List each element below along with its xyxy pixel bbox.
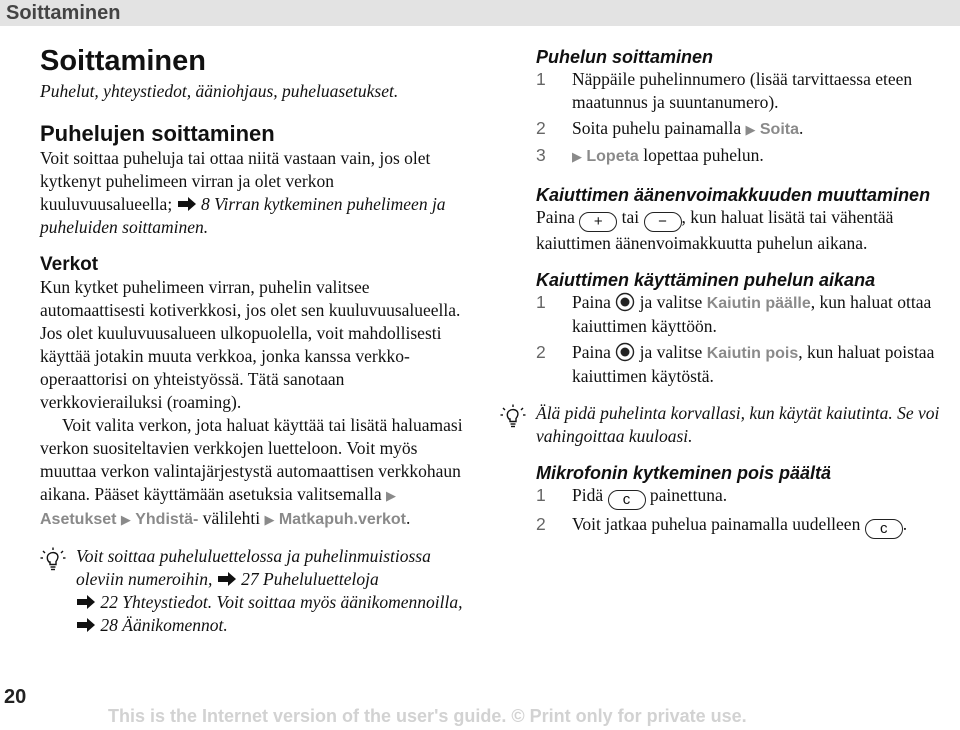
volume-text-b: tai — [621, 207, 640, 227]
speaker-step-1-c: , kun haluat ottaa kaiuttimen käyttöön. — [572, 292, 932, 336]
section-heading-mute: Mikrofonin kytkeminen pois päältä — [536, 463, 832, 483]
step-number: 2 — [536, 514, 546, 534]
tip-text — [76, 545, 470, 637]
speaker-step-2 — [536, 341, 956, 388]
tip-lightbulb-icon — [40, 547, 66, 573]
tip-lightbulb-icon — [500, 404, 526, 430]
mute-step-2 — [536, 513, 956, 539]
call-step-1-text: Näppäile puhelinnumero (lisää tarvittaessa eteen maatunnus ja suuntanumero). — [572, 69, 913, 112]
c-key-icon: c — [608, 490, 646, 510]
speaker-step-1-b: ja valitse — [639, 292, 703, 312]
networks-paragraph-1: Kun kytket puhelimeen virran, puhelin valitsee automaattisesti kotiverkkosi, jos olet sen kuuluvuusalueella. Jos olet kuuluvuusalueen ulkopuolella, voit mahdollisesti käyttää jotakin muuta verkkoa, jonka kanssa verkko-operaattorisi on yhteistyössä. Tätä sanotaan verkkovierailuksi (roaming). — [40, 277, 461, 412]
networks-end: . — [405, 508, 411, 528]
menu-call: Soita — [759, 121, 799, 138]
speaker-step-1-a: Paina — [572, 292, 611, 312]
menu-triangle-icon: ▶ — [572, 149, 582, 164]
page-header-bar — [0, 0, 960, 26]
tip-text-1: Voit soittaa puheluluettelossa ja puhelinmuistiossa oleviin numeroihin, — [76, 546, 431, 589]
tip-ref-1: 27 Puheluluetteloja — [241, 569, 379, 589]
networks-paragraph-2 — [40, 414, 470, 531]
volume-text-c: , kun haluat lisätä tai vähentää kaiuttimen äänenvoimakkuutta puhelun aikana. — [536, 207, 894, 253]
menu-triangle-icon: ▶ — [120, 512, 131, 527]
call-step-2 — [536, 117, 956, 141]
tip-text-2: Voit soittaa myös äänikomennoilla, — [216, 592, 463, 612]
step-number: 1 — [536, 485, 546, 505]
warning-block — [500, 402, 956, 448]
tip-ref-2: 22 Yhteystiedot. — [100, 592, 213, 612]
networks-tab-text: välilehti — [202, 508, 261, 528]
mute-step-1-a: Pidä — [572, 485, 604, 505]
call-step-3 — [536, 144, 956, 168]
networks-text: Voit valita verkon, jota haluat käyttää tai lisätä haluamasi verkon suositeltavien verkkojen luetteloon. Voit myös muuttaa verkon valintajärjestystä automaattisen verkkohaun aikana. Pääset käyttämään asetuksia valitsemalla — [40, 415, 463, 504]
step-number: 1 — [536, 69, 546, 89]
call-step-2-end: . — [799, 118, 804, 138]
mute-step-2-b: . — [902, 514, 908, 534]
calls-text: Voit soittaa puheluja tai ottaa niitä vastaan vain, jos olet kytkenyt puhelimeen virran ja olet verkon kuuluvuusalueella; — [40, 148, 431, 214]
volume-paragraph — [536, 206, 956, 255]
step-number: 2 — [536, 342, 546, 362]
speaker-step-1 — [536, 291, 956, 338]
nav-select-key-icon — [615, 292, 635, 312]
left-column — [40, 44, 470, 637]
menu-triangle-icon: ▶ — [264, 512, 275, 527]
call-step-2-text: Soita puhelu painamalla — [572, 118, 742, 138]
volume-text-a: Paina — [536, 207, 575, 227]
page-number: 20 — [4, 686, 27, 708]
section-heading-make-call: Puhelun soittaminen — [536, 47, 714, 67]
menu-connect: Yhdistä- — [135, 511, 199, 528]
plus-key-icon: + — [579, 212, 617, 232]
section-heading-calls: Puhelujen soittaminen — [40, 121, 275, 146]
ref-arrow-icon — [177, 197, 197, 211]
step-number: 3 — [536, 145, 546, 165]
mute-step-1-b: painettuna. — [649, 485, 728, 505]
tip-block — [40, 545, 470, 637]
menu-triangle-icon: ▶ — [385, 488, 396, 503]
mute-step-2-a: Voit jatkaa puhelua painamalla uudelleen — [572, 514, 861, 534]
header-title: Soittaminen — [6, 2, 121, 24]
page-title: Soittaminen — [40, 45, 206, 77]
step-number: 1 — [536, 292, 546, 312]
menu-speaker-on: Kaiutin päälle — [706, 295, 811, 312]
calls-ref: 8 Virran kytkeminen puhelimeen ja puheluiden soittaminen. — [40, 194, 446, 237]
menu-mobile-networks: Matkapuh.verkot — [278, 511, 406, 528]
section-heading-speaker: Kaiuttimen käyttäminen puhelun aikana — [536, 270, 876, 290]
section-heading-networks: Verkot — [40, 254, 99, 275]
speaker-step-2-c: , kun haluat poistaa kaiuttimen käytöstä. — [572, 342, 935, 386]
menu-speaker-off: Kaiutin pois — [706, 345, 799, 362]
page-subtitle: Puhelut, yhteystiedot, ääniohjaus, puheluasetukset. — [40, 81, 399, 101]
menu-settings: Asetukset — [40, 511, 117, 528]
nav-select-key-icon — [615, 342, 635, 362]
calls-paragraph — [40, 147, 470, 239]
tip-ref-3: 28 Äänikomennot. — [100, 615, 228, 635]
menu-end-call: Lopeta — [586, 148, 639, 165]
right-column — [536, 46, 956, 539]
minus-key-icon: − — [644, 212, 682, 232]
step-number: 2 — [536, 118, 546, 138]
call-step-3-text: lopettaa puhelun. — [643, 145, 764, 165]
footer-notice: This is the Internet version of the user's guide. © Print only for private use. — [108, 706, 747, 726]
section-heading-volume: Kaiuttimen äänenvoimakkuuden muuttaminen — [536, 185, 931, 205]
ref-arrow-icon — [217, 572, 237, 586]
ref-arrow-icon — [76, 595, 96, 609]
mute-step-1 — [536, 484, 956, 510]
speaker-step-2-b: ja valitse — [639, 342, 703, 362]
menu-triangle-icon: ▶ — [745, 122, 756, 137]
call-step-1 — [536, 68, 956, 114]
ref-arrow-icon — [76, 618, 96, 632]
warning-text: Älä pidä puhelinta korvallasi, kun käytät kaiutinta. Se voi vahingoittaa kuuloasi. — [536, 403, 940, 446]
speaker-step-2-a: Paina — [572, 342, 611, 362]
c-key-icon: c — [865, 519, 903, 539]
